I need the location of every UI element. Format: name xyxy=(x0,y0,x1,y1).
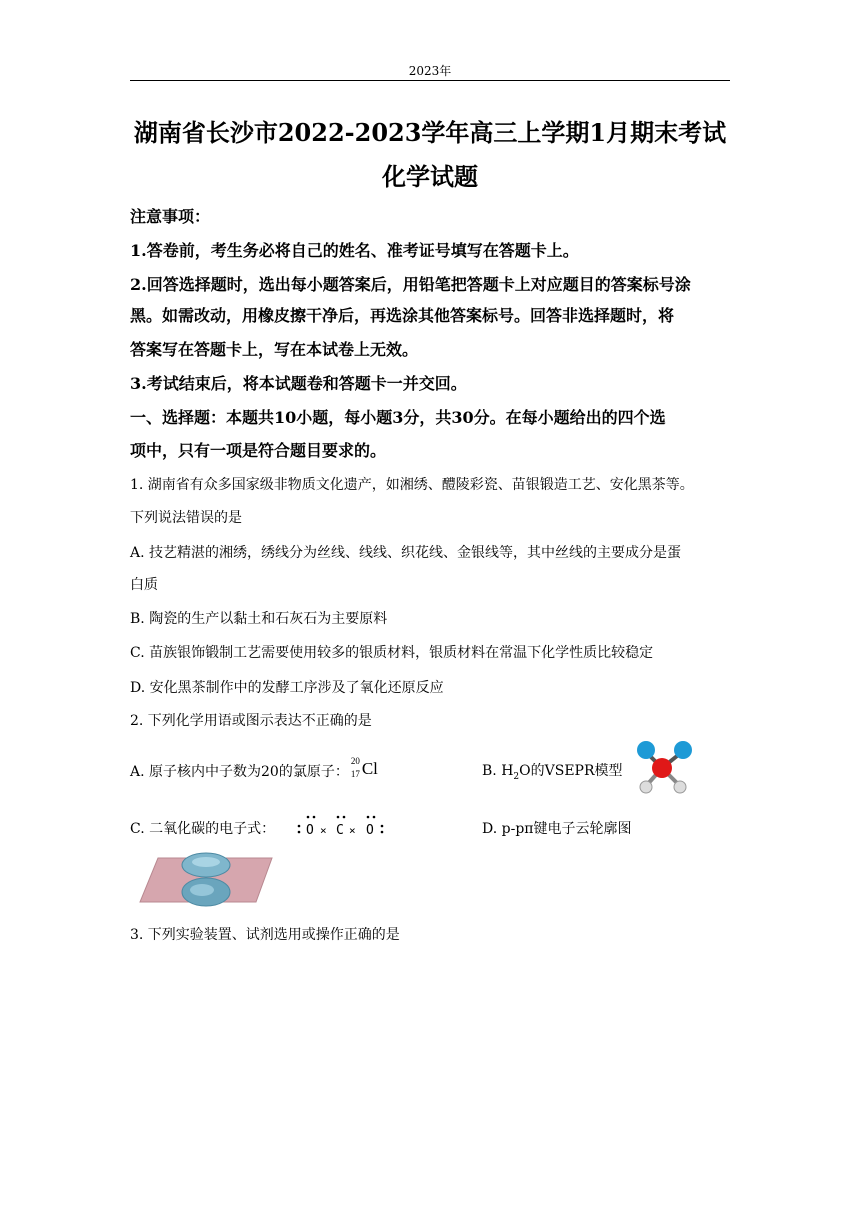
svg-text:×: × xyxy=(320,824,327,837)
notes-heading: 注意事项： xyxy=(130,207,211,226)
element-symbol: Cl xyxy=(361,759,378,778)
header-rule xyxy=(130,80,730,81)
chlorine-isotope-notation xyxy=(349,756,383,780)
question-3-stem: 3. 下列实验装置、试剂选用或操作正确的是 xyxy=(130,927,400,943)
question-2-option-b xyxy=(482,760,623,782)
question-1-option: B. 陶瓷的生产以黏土和石灰石为主要原料 xyxy=(130,611,388,627)
co2-electron-formula xyxy=(296,812,386,842)
option-b-prefix: B. H xyxy=(482,763,514,779)
notes-line: 1.答卷前，考生务必将自己的姓名、准考证号填写在答题卡上。 xyxy=(130,241,579,260)
question-2-option-d: D. p-pπ键电子云轮廓图 xyxy=(482,821,632,837)
p-p-pi-bond-orbital-image xyxy=(138,850,278,912)
section-heading: 一、选择题：本题共10小题，每小题3分，共30分。在每小题给出的四个选 xyxy=(130,408,666,427)
question-1-stem: 下列说法错误的是 xyxy=(130,510,242,526)
svg-text:×: × xyxy=(349,824,356,837)
exam-subject-title: 化学试题 xyxy=(382,162,478,191)
question-1-stem: 1. 湖南省有众多国家级非物质文化遗产，如湘绣、醴陵彩瓷、苗银锻造工艺、安化黑茶等。 xyxy=(130,477,694,493)
notes-line: 答案写在答题卡上，写在本试卷上无效。 xyxy=(130,340,419,359)
notes-line: 2.回答选择题时，选出每小题答案后，用铅笔把答题卡上对应题目的答案标号涂 xyxy=(130,275,691,294)
option-b-subscript: 2 xyxy=(513,771,520,782)
co2-atom: O xyxy=(366,823,374,838)
co2-atom: O xyxy=(306,823,314,838)
water-vsepr-model-image xyxy=(632,738,696,796)
atomic-number: 17 xyxy=(350,769,360,779)
exam-title: 湖南省长沙市2022-2023学年高三上学期1月期末考试 xyxy=(133,118,727,147)
co2-atom: C xyxy=(336,823,344,838)
option-b-suffix: O的VSEPR模型 xyxy=(519,763,623,779)
question-1-option: D. 安化黑茶制作中的发酵工序涉及了氧化还原反应 xyxy=(130,680,444,696)
page-header-year: 2023年 xyxy=(408,64,452,78)
question-2-stem: 2. 下列化学用语或图示表达不正确的是 xyxy=(130,713,372,729)
mass-number: 20 xyxy=(350,756,360,766)
question-1-option: 白质 xyxy=(130,577,158,593)
section-heading: 项中，只有一项是符合题目要求的。 xyxy=(130,441,387,460)
question-2-option-a xyxy=(130,756,383,781)
notes-line: 3.考试结束后，将本试题卷和答题卡一并交回。 xyxy=(130,374,467,393)
notes-line: 黑。如需改动，用橡皮擦干净后，再选涂其他答案标号。回答非选择题时，将 xyxy=(130,306,675,325)
question-1-option: A. 技艺精湛的湘绣，绣线分为丝线、线线、织花线、金银线等，其中丝线的主要成分是蛋 xyxy=(130,545,682,561)
option-a-text: A. 原子核内中子数为20的氯原子： xyxy=(130,764,349,780)
question-1-option: C. 苗族银饰锻制工艺需要使用较多的银质材料，银质材料在常温下化学性质比较稳定 xyxy=(130,645,654,661)
question-2-option-c: C. 二氧化碳的电子式： xyxy=(130,821,276,837)
